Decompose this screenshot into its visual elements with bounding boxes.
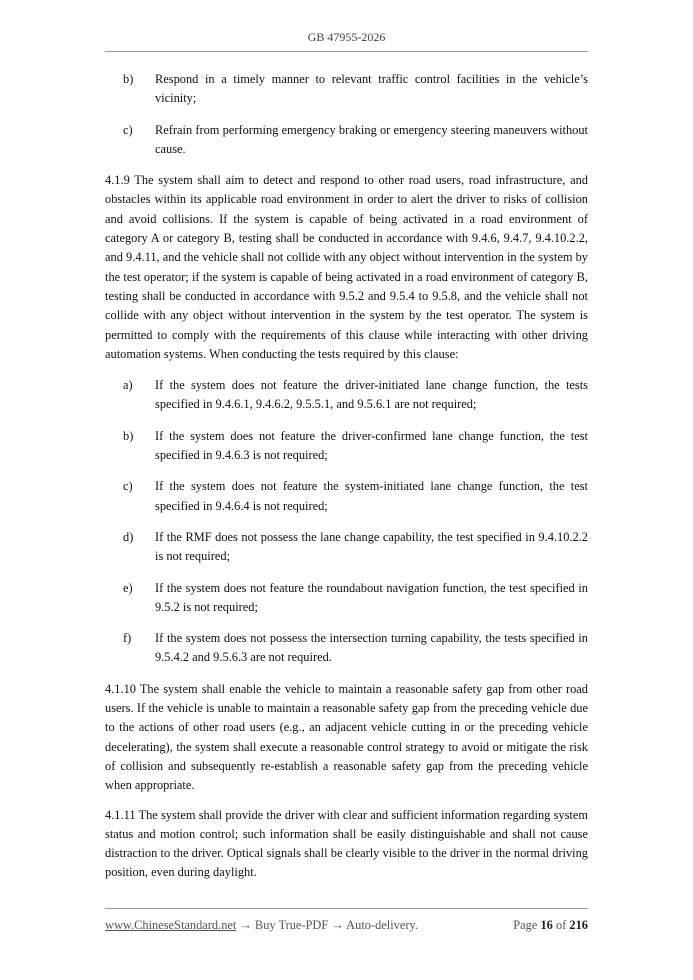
list-item bbox=[105, 528, 588, 567]
page-prefix: Page bbox=[513, 918, 538, 932]
list-item-label: b) bbox=[123, 72, 134, 86]
list-item-text: If the system does not possess the intersection turning capability, the tests specified in 9.5.4.2 and 9.5.6.3 are not required. bbox=[155, 631, 588, 665]
list-item-label: d) bbox=[123, 529, 134, 544]
list-item-text: If the system does not feature the system-initiated lane change function, the test specified in 9.4.6.4 is not required; bbox=[155, 479, 588, 513]
list-item bbox=[105, 376, 588, 415]
page-indicator bbox=[513, 918, 588, 933]
website-link[interactable]: www.ChineseStandard.net bbox=[105, 918, 237, 932]
page-body bbox=[105, 70, 588, 893]
page-of: of bbox=[555, 918, 567, 932]
clause-4-1-10: 4.1.10 The system shall enable the vehicle to maintain a reasonable safety gap from other road users. If the vehicle is unable to maintain a reasonable safety gap from the preceding vehicle due to the actions of other road users (e.g., an adjacent vehicle cutting in or the preceding vehicle decelerating), the system shall execute a reasonable control strategy to avoid or mitigate the risk of collision and subsequently re-establish a reasonable safety gap from the preceding vehicle when appropriate. bbox=[105, 681, 588, 793]
header-divider bbox=[105, 51, 588, 52]
list-item-text: If the system does not feature the driver-initiated lane change function, the tests specified in 9.4.6.1, 9.4.6.2, 9.5.5.1, and 9.5.6.1 are not required; bbox=[155, 378, 588, 412]
list-item-label: f) bbox=[123, 631, 132, 646]
page-footer bbox=[105, 918, 588, 933]
list-item-text: Respond in a timely manner to relevant traffic control facilities in the vehicle’s vicinity; bbox=[155, 72, 588, 106]
page-total: 216 bbox=[569, 918, 588, 932]
footer-promo-text: → Buy True-PDF → Auto-delivery. bbox=[236, 918, 418, 932]
list-item-text: If the system does not feature the roundabout navigation function, the test specified in 9.5.2 is not required; bbox=[155, 580, 588, 614]
list-item bbox=[105, 427, 588, 466]
list-item-text: If the RMF does not possess the lane change capability, the test specified in 9.4.10.2.2 is not required; bbox=[155, 529, 588, 564]
list-item-text: If the system does not feature the driver-confirmed lane change function, the test specified in 9.4.6.3 is not required; bbox=[155, 428, 588, 463]
footer-promo bbox=[105, 918, 418, 933]
list-item-label: b) bbox=[123, 428, 134, 443]
list-item bbox=[105, 477, 588, 516]
document-id: GB 47955-2026 bbox=[307, 30, 386, 44]
clause-4-1-9: 4.1.9 The system shall aim to detect and respond to other road users, road infrastructure, and obstacles within its applicable road environment in order to alert the driver to risks of collision and avoid collisions. If the system is capable of being activated in a road environment of category A or category B, testing shall be conducted in accordance with 9.4.6, 9.4.7, 9.4.10.2.2, and 9.4.11, and the vehicle shall not collide with any object without intervention in the system by the test operator; if the system is capable of being activated in a road environment of category B, testing shall be conducted in accordance with 9.5.2 and 9.5.4 to 9.5.8, and the vehicle shall not collide with any object without intervention in the system by the test operator. The system is permitted to comply with the requirements of this clause while interacting with other driving automation systems. When conducting the tests required by this clause: bbox=[105, 173, 588, 361]
list-item bbox=[105, 579, 588, 618]
list-item-label: a) bbox=[123, 378, 133, 393]
list-item bbox=[105, 70, 588, 109]
list-item-text: Refrain from performing emergency braking or emergency steering maneuvers without cause. bbox=[155, 122, 588, 156]
page-header bbox=[105, 30, 588, 45]
clause-4-1-9-list bbox=[105, 376, 588, 668]
list-item bbox=[105, 629, 588, 668]
list-item-label: c) bbox=[123, 122, 133, 137]
list-item-label: c) bbox=[123, 479, 133, 494]
list-item-label: e) bbox=[123, 580, 133, 595]
list-item bbox=[105, 121, 588, 160]
footer-divider bbox=[105, 908, 588, 909]
clause-4-1-11: 4.1.11 The system shall provide the driver with clear and sufficient information regarding system status and motion control; such information shall be easily distinguishable and shall not cause distraction to the driver. Optical signals shall be clearly visible to the driver in the normal driving position, even during daylight. bbox=[105, 807, 588, 880]
page-number: 16 bbox=[540, 918, 553, 932]
